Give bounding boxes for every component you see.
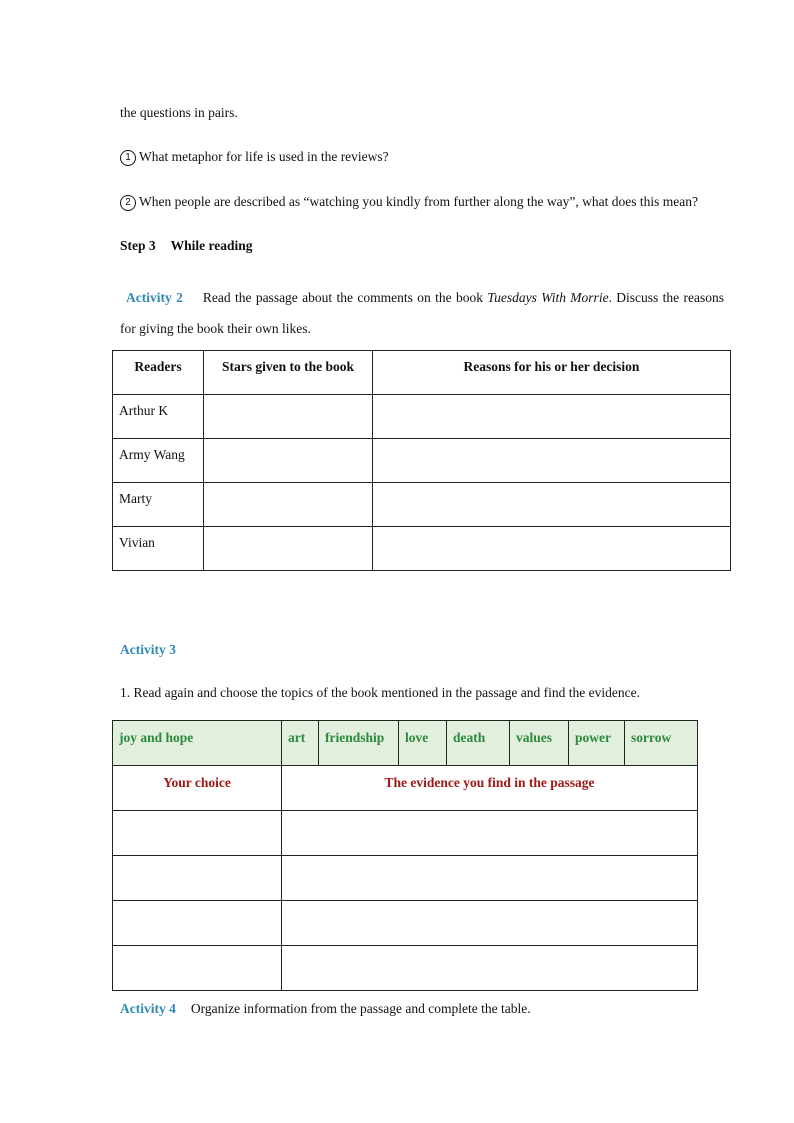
evidence-header-row: [113, 766, 698, 811]
step3-heading: [120, 237, 253, 255]
circled-number-2: 2: [120, 195, 136, 211]
activity2-text-before: Read the passage about the comments on the book: [202, 290, 488, 305]
reason-cell[interactable]: [373, 483, 731, 527]
reason-cell[interactable]: [373, 395, 731, 439]
topic-cell: death: [447, 721, 510, 766]
table-header-row: [113, 351, 731, 395]
table-row: [113, 811, 698, 856]
reason-cell[interactable]: [373, 527, 731, 571]
question-2: [120, 193, 698, 211]
stars-cell[interactable]: [204, 483, 373, 527]
header-stars: Stars given to the book: [204, 351, 373, 395]
topic-cell: joy and hope: [113, 721, 282, 766]
table-row: [113, 439, 731, 483]
activity4-text: Organize information from the passage and complete the table.: [190, 1001, 531, 1016]
reason-cell[interactable]: [373, 439, 731, 483]
topic-cell: friendship: [319, 721, 399, 766]
reader-name: Marty: [113, 483, 204, 527]
activity2-paragraph: [120, 282, 724, 344]
topic-cell: sorrow: [625, 721, 698, 766]
choice-cell[interactable]: [113, 946, 282, 991]
header-readers: Readers: [113, 351, 204, 395]
table-row: [113, 901, 698, 946]
step3-title: While reading: [170, 238, 253, 253]
activity4-label: Activity 4: [120, 1001, 176, 1016]
reader-name: Vivian: [113, 527, 204, 571]
table-row: [113, 856, 698, 901]
question-2-text: When people are described as “watching you kindly from further along the way”, what does this mean?: [139, 194, 698, 209]
reader-name: Army Wang: [113, 439, 204, 483]
activity2-label: Activity 2: [126, 290, 183, 305]
table-row: [113, 527, 731, 571]
circled-number-1: 1: [120, 150, 136, 166]
step3-label: Step 3: [120, 238, 156, 253]
header-reasons: Reasons for his or her decision: [373, 351, 731, 395]
activity3-instruction: 1. Read again and choose the topics of the book mentioned in the passage and find the evidence.: [120, 685, 640, 700]
evidence-cell[interactable]: [282, 811, 698, 856]
activity2-text-after: . Discuss the reasons for giving the book their own likes.: [120, 290, 725, 336]
choice-cell[interactable]: [113, 811, 282, 856]
topics-evidence-table: [112, 720, 698, 991]
topic-cell: values: [510, 721, 569, 766]
your-choice-header: Your choice: [113, 766, 282, 811]
table-row: [113, 483, 731, 527]
table-row: [113, 946, 698, 991]
readers-table: [112, 350, 731, 571]
choice-cell[interactable]: [113, 901, 282, 946]
topic-cell: art: [282, 721, 319, 766]
stars-cell[interactable]: [204, 395, 373, 439]
choice-cell[interactable]: [113, 856, 282, 901]
topic-cell: power: [569, 721, 625, 766]
table-row: [113, 395, 731, 439]
topic-cell: love: [399, 721, 447, 766]
topics-row: [113, 721, 698, 766]
evidence-cell[interactable]: [282, 946, 698, 991]
question-1: [120, 148, 389, 166]
reader-name: Arthur K: [113, 395, 204, 439]
evidence-header: The evidence you find in the passage: [282, 766, 698, 811]
evidence-cell[interactable]: [282, 901, 698, 946]
evidence-cell[interactable]: [282, 856, 698, 901]
question-1-text: What metaphor for life is used in the reviews?: [139, 149, 389, 164]
intro-line: the questions in pairs.: [120, 105, 238, 120]
activity2-book-title: Tuesdays With Morrie: [487, 290, 609, 305]
stars-cell[interactable]: [204, 439, 373, 483]
activity3-label: Activity 3: [120, 642, 176, 657]
activity4-line: [120, 1000, 531, 1018]
stars-cell[interactable]: [204, 527, 373, 571]
